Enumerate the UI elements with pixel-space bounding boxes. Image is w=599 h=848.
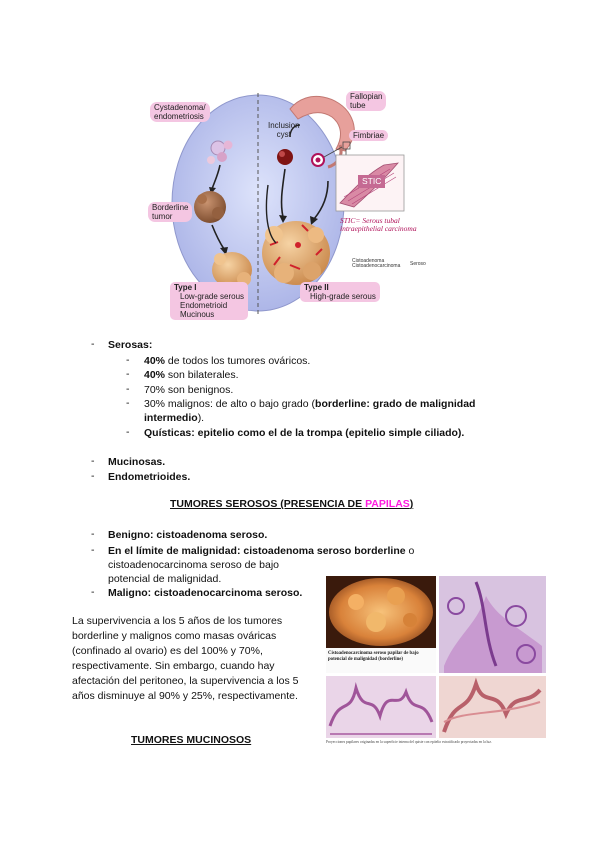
type1-item: Low-grade serous [180,292,245,301]
label-inclusion-line2: cyst [276,130,291,139]
label-borderline-line1: Borderline [152,203,189,212]
type2-item: High-grade serous [310,292,376,301]
label-inclusion-line1: Inclusion [268,121,300,130]
stic-caption-line1: STIC= Serous tubal [340,216,400,225]
limite-rest: o [405,545,415,557]
label-fallopian-line2: tube [350,101,366,110]
type2-title: Type II [304,283,329,292]
histology-caption-top-line2: potencial de malignidad (borderline) [328,656,404,662]
serosas-item [144,397,475,411]
label-borderline-tumor [148,202,192,222]
label-fimbriae [349,130,388,141]
stic-caption [340,217,417,233]
label-fimbriae-text: Fimbriae [353,131,385,140]
bullet-dash: - [126,354,130,366]
benigno-item: Benigno: cistoadenoma seroso. [108,529,268,541]
histology-artwork [326,576,546,748]
serosas-item [144,354,310,368]
paragraph-line: afectación del peritoneo, la supervivencia a los 5 [72,675,299,687]
serosas-item [144,383,233,397]
supervivencia-paragraph [72,614,322,704]
paragraph-line: respectivamente. Sin embargo, cuando hay [72,660,275,672]
paragraph-line: (confinado al ovario) es del 100% y 70%, [72,645,263,657]
serosos-heading-text: TUMORES SEROSOS (PRESENCIA DE [170,498,366,510]
serosas-item-text: 70% son benignos. [144,384,234,396]
type1-item: Endometrioid [180,301,228,310]
endometrioides-item: Endometrioides. [108,471,191,483]
stic-caption-line2: intraepithelial carcinoma [340,224,417,233]
label-stic [358,175,385,188]
limite-line2: cistoadenocarcinoma seroso de bajo [108,559,280,571]
serosas-item-text: son bilaterales. [165,369,239,381]
handwritten-note [352,259,400,269]
label-stic-text: STIC [362,176,382,186]
serosas-item-bold: 40% [144,355,166,367]
mucinosos-heading: TUMORES MUCINOSOS [131,734,252,746]
serosas-item-text: de todos los tumores ováricos. [165,355,311,367]
paragraph-line: años disminuye al 90% y 25%, respectivamente. [72,690,298,702]
handnote-line1: Cistoadenoma [352,258,385,264]
histology-figure [326,576,546,748]
ovarian-tumor-diagram [140,85,435,325]
paragraph-line: La supervivencia a los 5 años de los tumores [72,615,283,627]
papilas-highlight: PAPILAS [365,498,410,510]
maligno-item: Maligno: cistoadenocarcinoma seroso. [108,587,303,599]
serosas-title: Serosas: [108,339,153,351]
serosas-item-bold: 40% [144,369,166,381]
serosas-item [144,426,464,440]
handnote-line2: Cistoadenocarcinoma [352,263,401,269]
paragraph-line: borderline y malignos como masas ováricas [72,630,277,642]
label-fallopian-tube [346,91,386,111]
bullet-dash: - [91,338,95,350]
intermedio-bold: intermedio [144,412,198,424]
serosas-item [144,368,239,382]
intermedio-rest: ). [197,412,205,424]
limite-item [108,544,414,558]
histology-caption-top [328,651,434,662]
label-type2 [300,282,380,302]
histology-caption-top-line1: Cistoadenocarcinoma seroso papilar de bajo [328,651,419,656]
bullet-dash: - [126,368,130,380]
bullet-dash: - [91,455,95,467]
type1-item: Mucinous [180,310,215,319]
label-cystadenoma [150,102,210,122]
histology-caption-bottom: Proyecciones papilares originadas en la superficie interna del quiste con epitelio estratificado proyectadas en la luz. [326,740,492,744]
label-cystadenoma-line2: endometriosis [154,112,204,121]
serosas-item-bold: borderline: grado de malignidad [315,398,476,410]
handnote2-text: Seroso [410,261,426,267]
serosas-section [0,338,599,488]
label-inclusion-cyst [268,121,300,139]
serosas-item-bold: Quísticas: epitelio como el de la trompa (epitelio simple ciliado). [144,427,465,439]
serosos-heading [170,498,413,510]
bullet-dash: - [91,470,95,482]
limite-line3: potencial de malignidad. [108,573,222,585]
limite-bold: En el límite de malignidad: cistoadenoma seroso borderline [108,545,406,557]
mucinosas-item: Mucinosas. [108,456,166,468]
handwritten-note-2 [410,262,426,267]
type1-title: Type I [174,283,197,292]
serosos-heading-close: ) [409,498,414,510]
label-cystadenoma-line1: Cystadenoma/ [154,103,206,112]
bullet-dash: - [91,528,95,540]
bullet-dash: - [91,544,95,556]
bullet-dash: - [126,426,130,438]
bullet-dash: - [126,383,130,395]
label-borderline-line2: tumor [152,212,173,221]
bullet-dash: - [126,397,130,409]
bullet-dash: - [91,586,95,598]
label-type1 [170,282,248,320]
serosas-item-text: 30% malignos: de alto o bajo grado ( [144,398,316,410]
serosas-item-cont [144,411,204,425]
label-fallopian-line1: Fallopian [350,92,383,101]
